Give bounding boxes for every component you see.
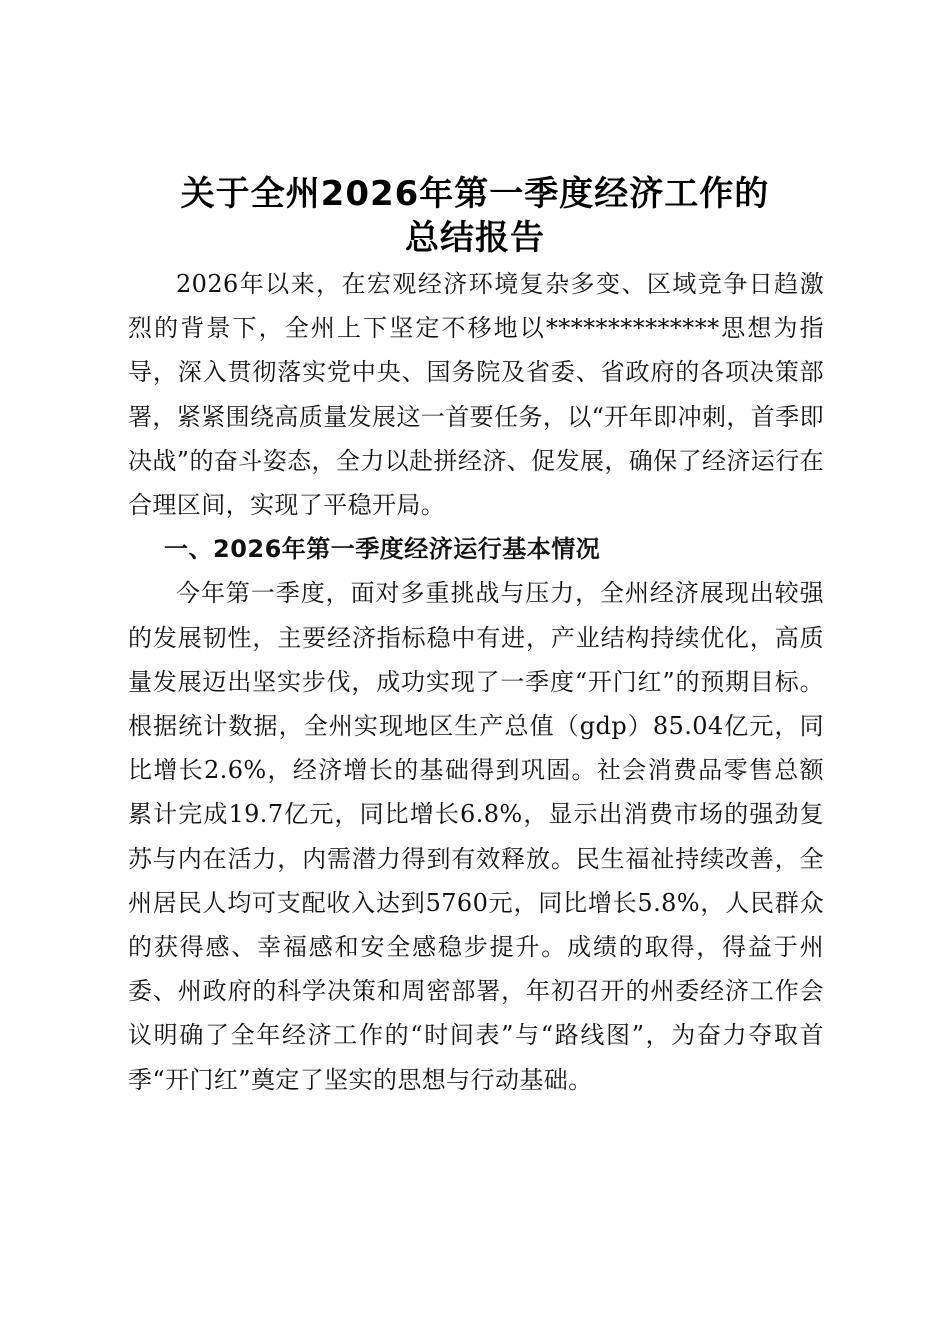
document-title-line-1: 关于全州2026年第一季度经济工作的 (180, 174, 770, 214)
section-1-paragraph: 今年第一季度，面对多重挑战与压力，全州经济展现出较强的发展韧性，主要经济指标稳中有进，产业结构持续优化，高质量发展迈出坚实步伐，成功实现了一季度“开门红”的预期目标。根据统计数据，全州实现地区生产总值（gdp）85.04亿元，同比增长2.6%，经济增长的基础得到巩固。社会消费品零售总额累计完成19.7亿元，同比增长6.8%，显示出消费市场的强劲复苏与内在活力，内需潜力得到有效释放。民生福祉持续改善，全州居民人均可支配收入达到5760元，同比增长5.8%，人民群众的获得感、幸福感和安全感稳步提升。成绩的取得，得益于州委、州政府的科学决策和周密部署，年初召开的州委经济工作会议明确了全年经济工作的“时间表”与“路线图”，为奋力夺取首季“开门红”奠定了坚实的思想与行动基础。 (128, 579, 824, 1094)
document-title-line-2: 总结报告 (405, 218, 545, 258)
document-body (128, 262, 824, 1102)
intro-paragraph: 2026年以来，在宏观经济环境复杂多变、区域竞争日趋激烈的背景下，全州上下坚定不移地以**************思想为指导，深入贯彻落实党中央、国务院及省委、省政府的各项决策部署，紧紧围绕高质量发展这一首要任务，以“开年即冲刺，首季即决战”的奋斗姿态，全力以赴拼经济、促发展，确保了经济运行在合理区间，实现了平稳开局。 (128, 270, 824, 520)
section-heading-1: 一、2026年第一季度经济运行基本情况 (164, 535, 601, 564)
